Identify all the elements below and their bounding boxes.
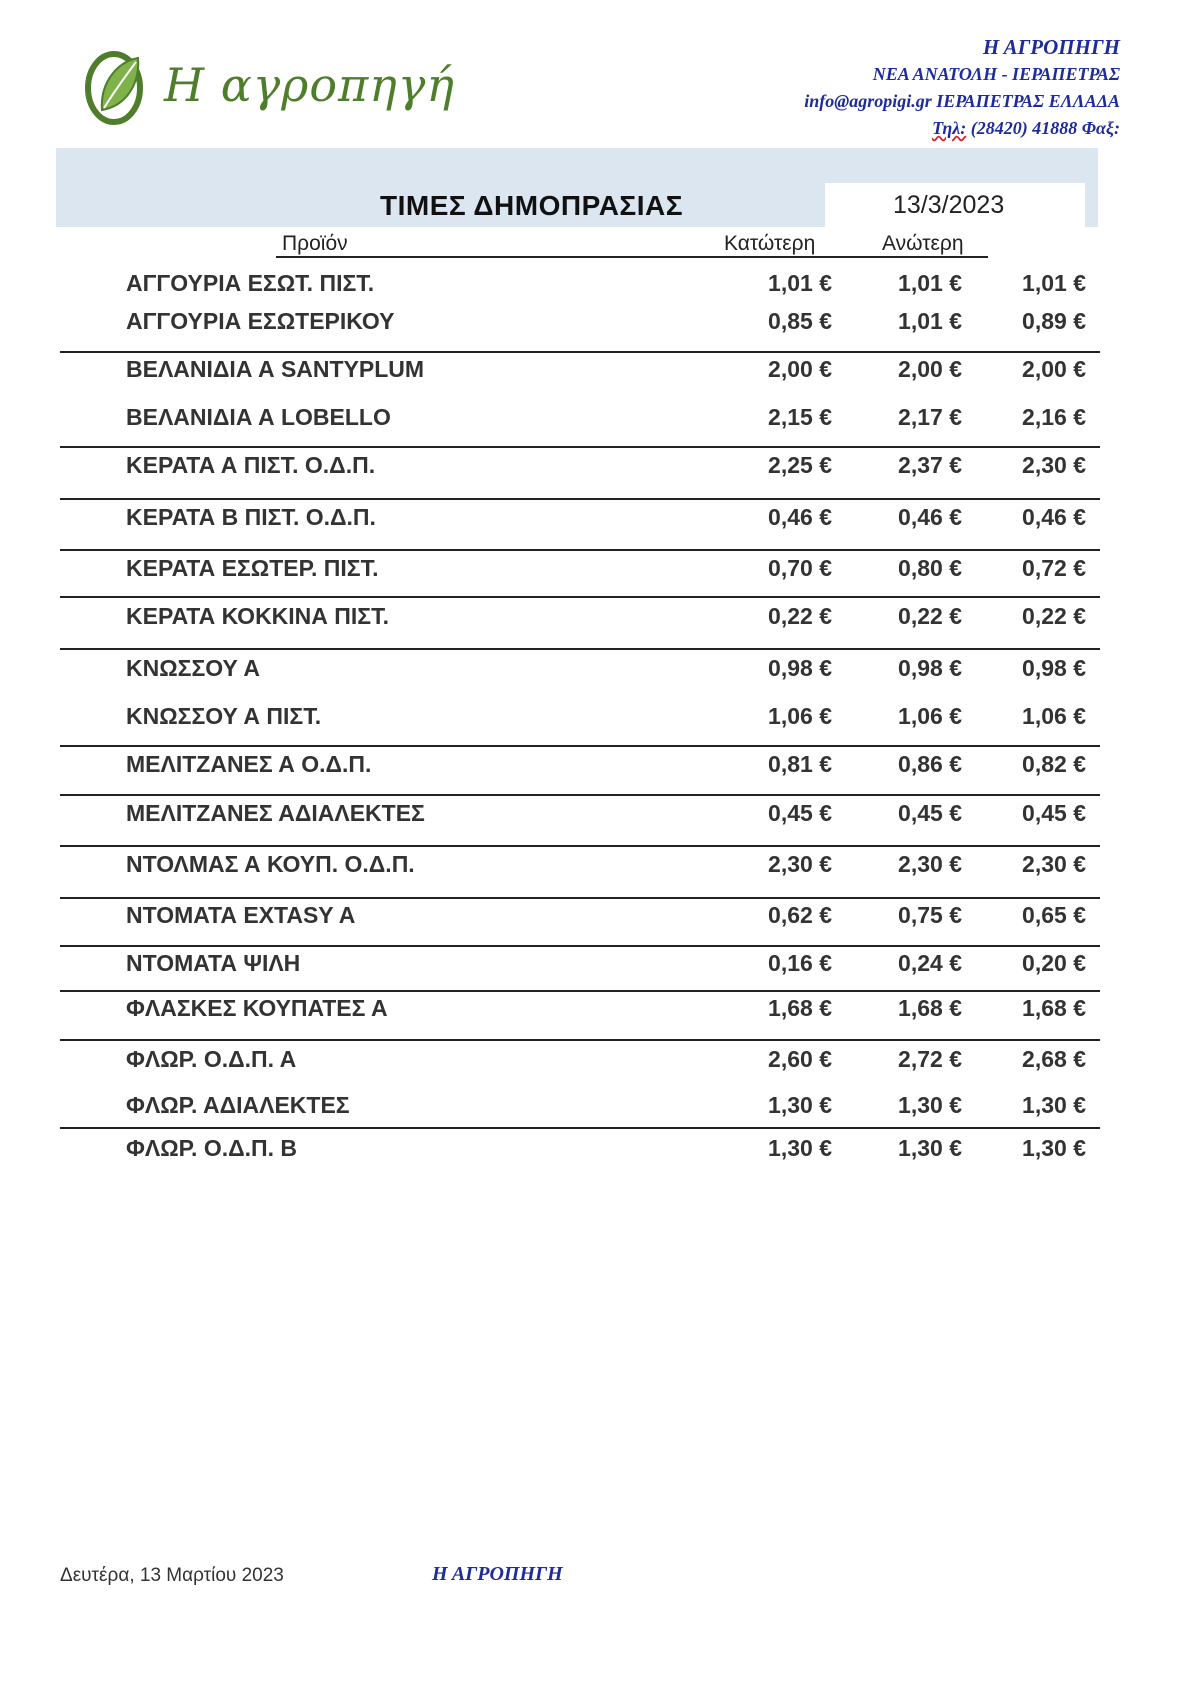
footer-date: Δευτέρα, 13 Μαρτίου 2023 [60,1565,284,1586]
product-name: ΚΕΡΑΤΑ Α ΠΙΣΤ. Ο.Δ.Π. [126,452,376,478]
price-max: 0,86 € [898,751,962,777]
price-avg: 1,30 € [1022,1092,1086,1118]
price-avg: 2,30 € [1022,851,1086,877]
product-name: ΜΕΛΙΤΖΑΝΕΣ ΑΔΙΑΛΕΚΤΕΣ [126,800,425,826]
page-title: ΤΙΜΕΣ ΔΗΜΟΠΡΑΣΙΑΣ [380,190,684,221]
product-name: ΝΤΟΜΑΤΑ EXTASY A [126,902,356,928]
price-avg: 0,65 € [1022,902,1086,928]
price-avg: 2,00 € [1022,356,1086,382]
price-avg: 0,20 € [1022,950,1086,976]
product-name: ΝΤΟΜΑΤΑ ΨΙΛΗ [126,950,301,976]
product-name: ΜΕΛΙΤΖΑΝΕΣ Α Ο.Δ.Π. [126,751,372,777]
table-row [0,1086,1200,1124]
price-min: 2,60 € [768,1046,832,1072]
price-avg: 2,68 € [1022,1046,1086,1072]
header-underline [276,256,988,258]
table-row [0,549,1200,587]
price-max: 0,80 € [898,555,962,581]
price-avg: 2,16 € [1022,404,1086,430]
company-phone [804,115,1120,142]
price-avg: 0,89 € [1022,308,1086,334]
price-max: 1,01 € [898,270,962,296]
price-min: 0,85 € [768,308,832,334]
product-name: ΦΛΩΡ. Ο.Δ.Π. Β [126,1135,298,1161]
product-name: ΦΛΑΣΚΕΣ ΚΟΥΠΑΤΕΣ Α [126,995,388,1021]
product-name: ΚΕΡΑΤΑ Β ΠΙΣΤ. Ο.Δ.Π. [126,504,376,530]
price-min: 0,98 € [768,655,832,681]
company-name: Η ΑΓΡΟΠΗΓΗ [982,35,1120,59]
company-email: info@agropigi.gr ΙΕΡΑΠΕΤΡΑΣ ΕΛΛΑΔΑ [804,91,1120,111]
price-avg: 0,82 € [1022,751,1086,777]
phone-value: (28420) 41888 Φαξ: [970,118,1120,138]
table-row [0,1040,1200,1078]
table-row [0,1129,1200,1167]
price-avg: 0,72 € [1022,555,1086,581]
table-row [0,896,1200,934]
product-name: ΚΕΡΑΤΑ ΕΣΩΤΕΡ. ΠΙΣΤ. [126,555,379,581]
product-name: ΚΕΡΑΤΑ ΚΟΚΚΙΝΑ ΠΙΣΤ. [126,603,390,629]
table-row [0,264,1200,302]
price-max: 2,17 € [898,404,962,430]
price-min: 0,22 € [768,603,832,629]
product-name: ΑΓΓΟΥΡΙΑ ΕΣΩΤΕΡΙΚΟΥ [126,308,395,334]
price-max: 1,68 € [898,995,962,1021]
price-avg: 0,98 € [1022,655,1086,681]
price-max: 1,30 € [898,1135,962,1161]
product-name: ΑΓΓΟΥΡΙΑ ΕΣΩΤ. ΠΙΣΤ. [126,270,375,296]
table-row [0,649,1200,687]
price-avg: 0,46 € [1022,504,1086,530]
table-row [0,498,1200,536]
product-name: ΦΛΩΡ. Ο.Δ.Π. Α [126,1046,297,1072]
table-row [0,944,1200,982]
price-min: 2,30 € [768,851,832,877]
table-row [0,302,1200,340]
price-min: 0,70 € [768,555,832,581]
price-max: 0,45 € [898,800,962,826]
price-max: 0,22 € [898,603,962,629]
table-row [0,845,1200,883]
price-min: 1,68 € [768,995,832,1021]
price-min: 1,06 € [768,703,832,729]
leaf-icon [82,44,152,128]
price-min: 0,16 € [768,950,832,976]
price-min: 2,15 € [768,404,832,430]
product-name: ΒΕΛΑΝΙΔΙΑ Α LOBELLO [126,404,391,430]
product-name: ΦΛΩΡ. ΑΔΙΑΛΕΚΤΕΣ [126,1092,350,1118]
price-avg: 1,68 € [1022,995,1086,1021]
company-address: ΝΕΑ ΑΝΑΤΟΛΗ - ΙΕΡΑΠΕΤΡΑΣ [872,64,1120,84]
price-max: 0,24 € [898,950,962,976]
price-avg: 1,01 € [1022,270,1086,296]
price-max: 2,30 € [898,851,962,877]
column-header-max: Ανώτερη [882,232,964,255]
price-min: 0,46 € [768,504,832,530]
price-min: 1,30 € [768,1092,832,1118]
price-max: 1,01 € [898,308,962,334]
price-min: 0,62 € [768,902,832,928]
price-max: 2,72 € [898,1046,962,1072]
product-name: ΝΤΟΛΜΑΣ Α ΚΟΥΠ. Ο.Δ.Π. [126,851,415,877]
table-row [0,398,1200,436]
table-row [0,989,1200,1027]
product-name: ΒΕΛΑΝΙΔΙΑ Α SANTYPLUM [126,356,425,382]
column-header-product: Προϊόν [282,232,348,255]
price-min: 1,01 € [768,270,832,296]
table-row [0,745,1200,783]
price-max: 0,75 € [898,902,962,928]
price-max: 2,00 € [898,356,962,382]
price-max: 1,06 € [898,703,962,729]
product-name: ΚΝΩΣΣΟΥ Α ΠΙΣΤ. [126,703,322,729]
price-avg: 1,06 € [1022,703,1086,729]
product-name: ΚΝΩΣΣΟΥ Α [126,655,261,681]
price-min: 2,00 € [768,356,832,382]
price-avg: 0,45 € [1022,800,1086,826]
phone-label: Τηλ: [932,118,967,138]
price-max: 2,37 € [898,452,962,478]
table-row [0,350,1200,388]
column-header-min: Κατώτερη [724,232,816,255]
company-info [804,34,1120,142]
price-min: 1,30 € [768,1135,832,1161]
price-min: 0,81 € [768,751,832,777]
price-max: 0,98 € [898,655,962,681]
price-avg: 1,30 € [1022,1135,1086,1161]
table-row [0,446,1200,484]
logo-text: Η αγροπηγή [164,58,455,112]
price-avg: 0,22 € [1022,603,1086,629]
footer-company: Η ΑΓΡΟΠΗΓΗ [432,1563,563,1585]
price-max: 0,46 € [898,504,962,530]
price-max: 1,30 € [898,1092,962,1118]
auction-date: 13/3/2023 [825,183,1085,227]
price-min: 0,45 € [768,800,832,826]
table-row [0,697,1200,735]
price-avg: 2,30 € [1022,452,1086,478]
price-min: 2,25 € [768,452,832,478]
table-row [0,794,1200,832]
table-row [0,597,1200,635]
logo [82,40,455,130]
